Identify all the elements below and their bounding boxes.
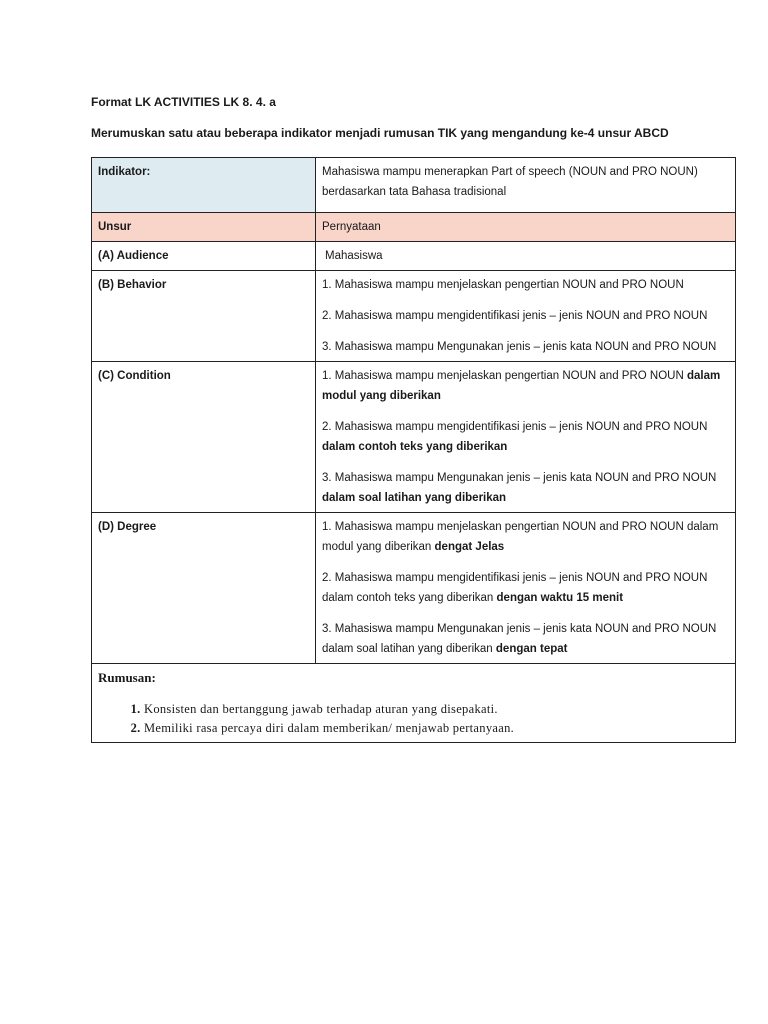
rumusan-title: Rumusan: (98, 670, 156, 685)
audience-text: Mahasiswa (325, 250, 383, 262)
degree-item: 3. Mahasiswa mampu Mengunakan jenis – jenis kata NOUN and PRO NOUN dalam soal latihan yang diberikan dengan tepat (322, 623, 717, 655)
document-subtitle: Merumuskan satu atau beberapa indikator menjadi rumusan TIK yang mengandung ke-4 unsur ABCD (91, 126, 669, 140)
degree-row (92, 513, 736, 664)
abcd-table (91, 157, 736, 743)
condition-label: (C) Condition (92, 362, 316, 513)
indikator-value: Mahasiswa mampu menerapkan Part of speech (NOUN and PRO NOUN) berdasarkan tata Bahasa tradisional (316, 158, 736, 213)
condition-item: 3. Mahasiswa mampu Mengunakan jenis – jenis kata NOUN and PRO NOUN dalam soal latihan yang diberikan (322, 472, 717, 504)
behavior-item: 3. Mahasiswa mampu Mengunakan jenis – jenis kata NOUN and PRO NOUN (322, 341, 717, 353)
behavior-row (92, 271, 736, 362)
rumusan-item: 2. Memiliki rasa percaya diri dalam memberikan/ menjawab pertanyaan. (144, 719, 729, 738)
behavior-item: 1. Mahasiswa mampu menjelaskan pengertian NOUN and PRO NOUN (322, 279, 684, 291)
degree-statements (316, 513, 736, 664)
header-pernyataan: Pernyataan (316, 213, 736, 242)
rumusan-item: 1. Konsisten dan bertanggung jawab terhadap aturan yang disepakati. (144, 700, 729, 719)
header-unsur: Unsur (92, 213, 316, 242)
rumusan-row (92, 664, 736, 743)
rumusan-cell (92, 664, 736, 743)
condition-row (92, 362, 736, 513)
indikator-label: Indikator: (92, 158, 316, 213)
audience-value (316, 242, 736, 271)
header-row (92, 213, 736, 242)
audience-row (92, 242, 736, 271)
document-title: Format LK ACTIVITIES LK 8. 4. a (91, 95, 276, 109)
degree-item: 1. Mahasiswa mampu menjelaskan pengertian NOUN and PRO NOUN dalam modul yang diberikan dengat Jelas (322, 521, 719, 553)
behavior-label: (B) Behavior (92, 271, 316, 362)
indikator-row (92, 158, 736, 213)
degree-label: (D) Degree (92, 513, 316, 664)
audience-label: (A) Audience (92, 242, 316, 271)
condition-item: 2. Mahasiswa mampu mengidentifikasi jenis – jenis NOUN and PRO NOUN dalam contoh teks yang diberikan (322, 421, 708, 453)
condition-statements (316, 362, 736, 513)
condition-item: 1. Mahasiswa mampu menjelaskan pengertian NOUN and PRO NOUN dalam modul yang diberikan (322, 370, 721, 402)
degree-item: 2. Mahasiswa mampu mengidentifikasi jenis – jenis NOUN and PRO NOUN dalam contoh teks yang diberikan dengan waktu 15 menit (322, 572, 708, 604)
rumusan-list (98, 700, 729, 738)
behavior-item: 2. Mahasiswa mampu mengidentifikasi jenis – jenis NOUN and PRO NOUN (322, 310, 708, 322)
behavior-statements (316, 271, 736, 362)
